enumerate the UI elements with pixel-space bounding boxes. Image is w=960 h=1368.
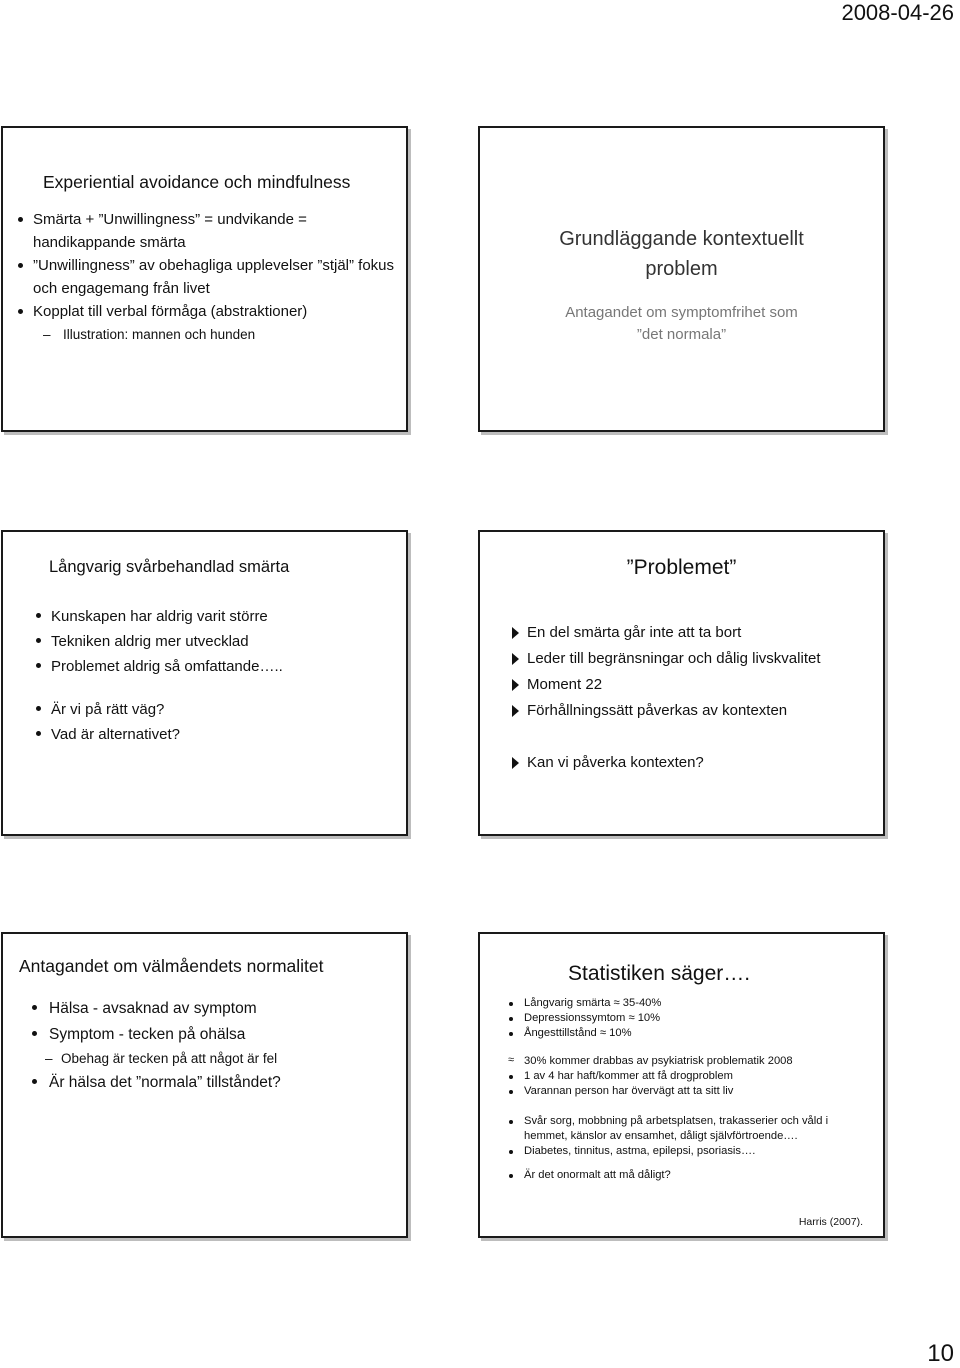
slide-title-line: problem xyxy=(645,258,718,280)
sub-bullet-item xyxy=(15,323,400,347)
stat-group-prevalence xyxy=(504,996,874,1041)
stat-item: 1 av 4 har haft/kommer att få drogproblem xyxy=(504,1069,874,1084)
bullet-text: Förhållningssätt påverkas av kontexten xyxy=(527,702,788,719)
bullet-item: Vad är alternativet? xyxy=(33,722,393,747)
slide-title: ”Problemet” xyxy=(626,556,737,579)
slide-title: Långvarig svårbehandlad smärta xyxy=(49,558,290,576)
arrow-bullet-list xyxy=(510,620,880,776)
slide-title-line: Grundläggande kontextuellt xyxy=(559,228,804,250)
slide-valmaende-normalitet xyxy=(1,932,408,1238)
dash-icon: – xyxy=(45,1051,53,1066)
arrow-icon xyxy=(512,653,519,665)
bullet-list xyxy=(29,996,404,1096)
stat-text: 30% kommer drabbas av psykiatrisk problematik 2008 xyxy=(524,1055,793,1067)
stat-item: Långvarig smärta ≈ 35-40% xyxy=(504,996,874,1011)
bullet-item: Problemet aldrig så omfattande….. xyxy=(33,654,393,679)
bullet-text: Leder till begränsningar och dålig livskvalitet xyxy=(527,650,821,667)
arrow-bullet-item xyxy=(510,750,880,776)
stat-item: Depressionssymtom ≈ 10% xyxy=(504,1011,874,1026)
slide-subtitle-line: ”det normala” xyxy=(636,326,727,343)
sub-bullet-item xyxy=(29,1048,404,1070)
stat-item: Är det onormalt att må dåligt? xyxy=(504,1168,874,1183)
page-number: 10 xyxy=(927,1340,954,1367)
slide-experiential-avoidance xyxy=(1,126,408,432)
citation: Harris (2007). xyxy=(798,1216,863,1228)
slide-langvarig-smarta xyxy=(1,530,408,836)
stat-item xyxy=(504,1054,874,1069)
list-gap xyxy=(33,679,393,697)
arrow-icon xyxy=(512,705,519,717)
bullet-item: Kunskapen har aldrig varit större xyxy=(33,604,393,629)
arrow-bullet-item xyxy=(510,698,880,724)
sub-bullet-text: Obehag är tecken på att något är fel xyxy=(61,1051,278,1066)
stat-item: Svår sorg, mobbning på arbetsplatsen, trakasserier och våld i hemmet, känslor av ensamhet, dåligt självförtroende…. xyxy=(504,1114,874,1144)
arrow-bullet-item xyxy=(510,672,880,698)
bullet-text: En del smärta går inte att ta bort xyxy=(527,624,742,641)
arrow-bullet-item xyxy=(510,646,880,672)
stat-group-conditions xyxy=(504,1114,874,1159)
slide-subtitle xyxy=(480,302,883,346)
bullet-text: Moment 22 xyxy=(527,676,603,693)
slide-subtitle-line: Antagandet om symptomfrihet som xyxy=(565,304,798,321)
bullet-item: Smärta + ”Unwillingness” = undvikande = handikappande smärta xyxy=(15,208,400,254)
page-date: 2008-04-26 xyxy=(841,0,954,25)
dash-icon: – xyxy=(43,327,51,342)
bullet-item: Hälsa - avsaknad av symptom xyxy=(29,996,404,1022)
bullet-item: Tekniken aldrig mer utvecklad xyxy=(33,629,393,654)
bullet-text: Kan vi påverka kontexten? xyxy=(527,754,704,771)
sub-bullet-text: Illustration: mannen och hunden xyxy=(63,327,256,342)
slide-title: Experiential avoidance och mindfulness xyxy=(43,172,351,192)
stat-item: Varannan person har övervägt att ta sitt liv xyxy=(504,1084,874,1099)
bullet-list xyxy=(33,604,393,747)
bullet-item: ”Unwillingness” av obehagliga upplevelser ”stjäl” fokus och engagemang från livet xyxy=(15,254,400,300)
stat-item: Diabetes, tinnitus, astma, epilepsi, psoriasis…. xyxy=(504,1144,874,1159)
slide-title: Statistiken säger…. xyxy=(568,962,751,985)
arrow-icon xyxy=(512,679,519,691)
list-gap xyxy=(510,724,880,750)
arrow-bullet-item xyxy=(510,620,880,646)
slide-grundlaggande-problem xyxy=(478,126,885,432)
bullet-list xyxy=(15,208,400,347)
slide-title xyxy=(480,224,883,284)
bullet-item: Symptom - tecken på ohälsa xyxy=(29,1022,404,1048)
slide-title: Antagandet om välmåendets normalitet xyxy=(19,956,324,976)
bullet-item: Är vi på rätt väg? xyxy=(33,697,393,722)
slide-statistiken xyxy=(478,932,885,1238)
stat-group-risk xyxy=(504,1054,874,1099)
arrow-icon xyxy=(512,757,519,769)
bullet-item: Kopplat till verbal förmåga (abstraktioner) xyxy=(15,300,400,323)
bullet-item: Är hälsa det ”normala” tillståndet? xyxy=(29,1070,404,1096)
arrow-icon xyxy=(512,627,519,639)
stat-group-question xyxy=(504,1168,874,1183)
slide-problemet xyxy=(478,530,885,836)
stat-item: Ångesttillstånd ≈ 10% xyxy=(504,1026,874,1041)
approx-icon: ≈ xyxy=(508,1054,515,1066)
